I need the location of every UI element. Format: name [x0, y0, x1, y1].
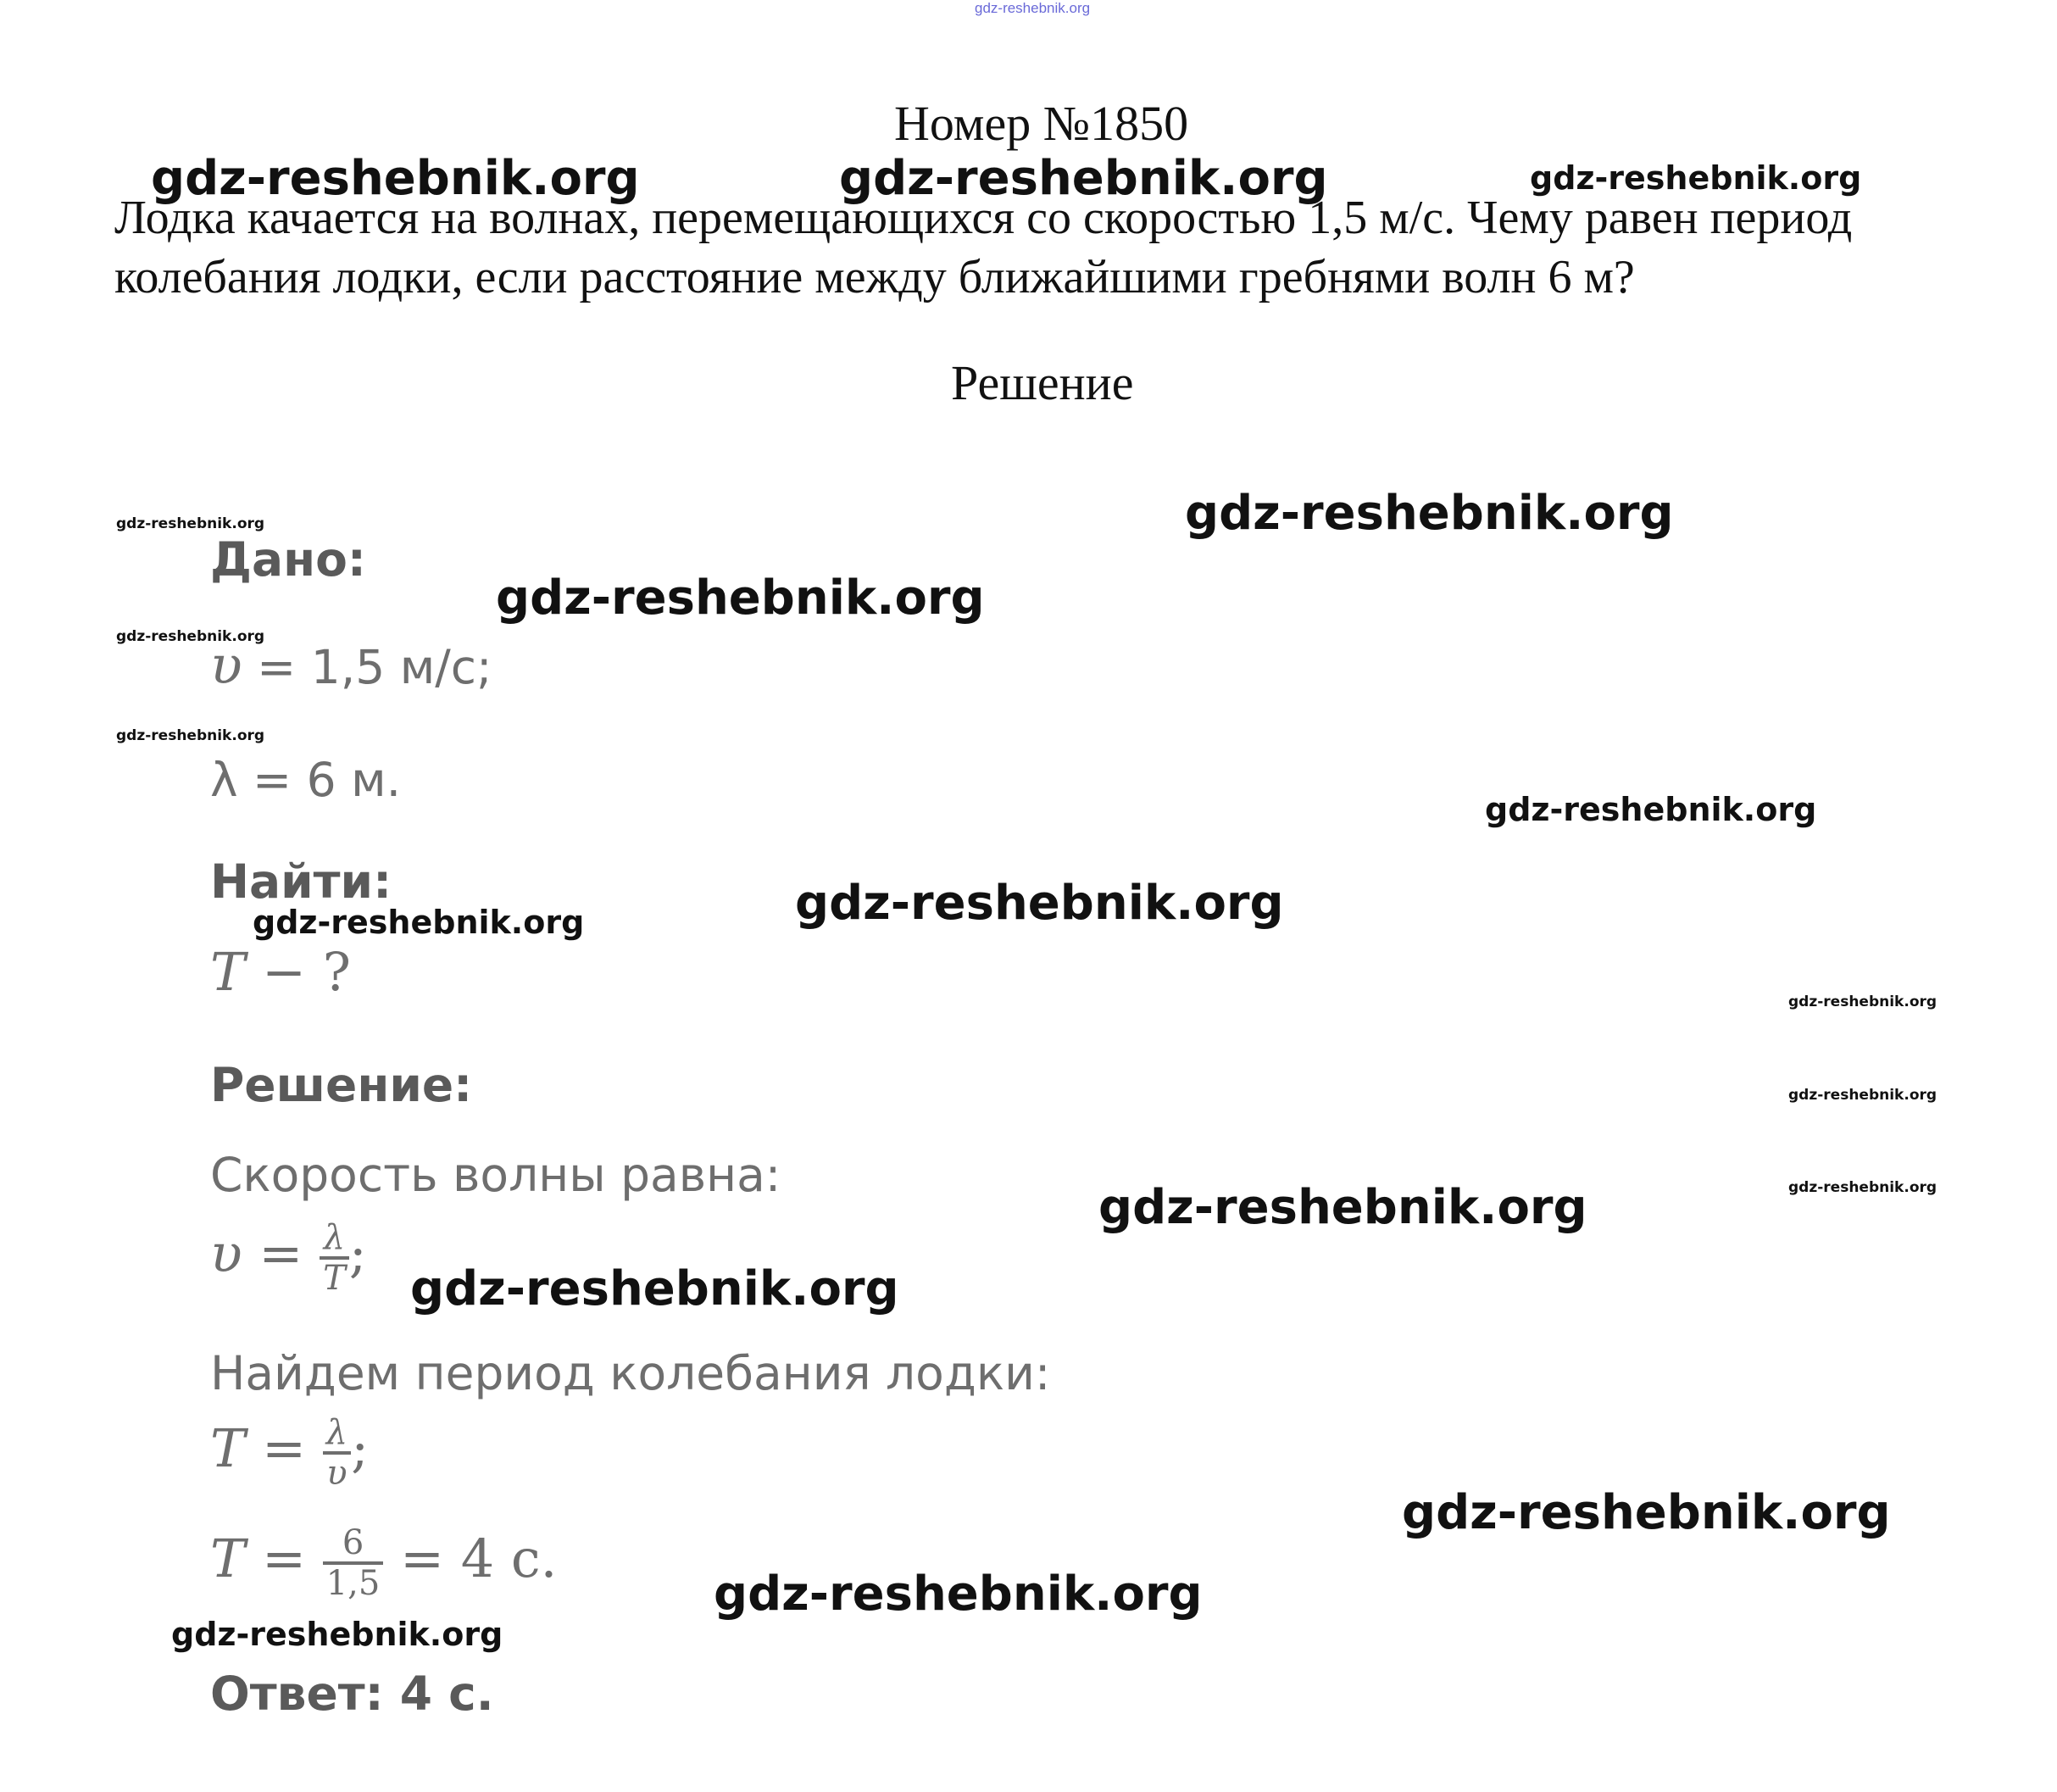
answer: Ответ: 4 с.: [210, 1667, 494, 1721]
watermark: gdz-reshebnik.org: [151, 151, 640, 206]
given-wavelength: λ = 6 м.: [210, 753, 402, 807]
formula-speed-eq: =: [242, 1222, 320, 1285]
formula-speed-denominator: T: [323, 1259, 346, 1298]
watermark: gdz-reshebnik.org: [1185, 486, 1674, 541]
find-period-text: Найдем период колебания лодки:: [210, 1346, 1051, 1400]
formula-speed-fraction: [320, 1219, 349, 1297]
wave-speed-text: Скорость волны равна:: [210, 1148, 781, 1202]
formula-result: [210, 1524, 557, 1602]
watermark: gdz-reshebnik.org: [171, 1616, 503, 1653]
watermark: gdz-reshebnik.org: [839, 151, 1328, 206]
formula-period-fraction: [323, 1414, 351, 1492]
formula-result-numerator: 6: [323, 1524, 384, 1565]
watermark: gdz-reshebnik.org: [410, 1261, 899, 1316]
watermark: gdz-reshebnik.org: [1530, 159, 1862, 197]
watermark: gdz-reshebnik.org: [116, 628, 265, 645]
formula-speed-lhs: υ: [210, 1222, 242, 1285]
watermark: gdz-reshebnik.org: [253, 904, 585, 941]
velocity-symbol: υ: [210, 634, 242, 696]
watermark: gdz-reshebnik.org: [496, 570, 985, 626]
find-period-symbol: T: [210, 941, 246, 1003]
velocity-value: = 1,5 м/с;: [242, 640, 492, 694]
find-period: [210, 941, 351, 1003]
watermark: gdz-reshebnik.org: [1485, 791, 1817, 828]
formula-result-fraction: [323, 1524, 384, 1602]
watermark: gdz-reshebnik.org: [795, 876, 1284, 931]
watermark: gdz-reshebnik.org: [116, 515, 265, 532]
formula-period-eq: =: [245, 1417, 323, 1480]
solution-heading: Решение: [951, 355, 1134, 410]
watermark: gdz-reshebnik.org: [1098, 1180, 1587, 1235]
solution-label: Решение:: [210, 1058, 473, 1112]
watermark: gdz-reshebnik.org: [1788, 1179, 1937, 1196]
formula-result-lhs: T: [210, 1528, 246, 1590]
watermark: gdz-reshebnik.org: [116, 727, 265, 744]
formula-result-denominator: 1,5: [325, 1564, 381, 1603]
formula-speed-numerator: λ: [320, 1219, 349, 1260]
formula-period-numerator: λ: [323, 1414, 351, 1455]
find-label: Найти:: [210, 854, 392, 909]
top-watermark: gdz-reshebnik.org: [975, 0, 1091, 16]
find-period-question: − ?: [245, 941, 351, 1003]
formula-speed-end: ;: [348, 1222, 367, 1285]
watermark: gdz-reshebnik.org: [1402, 1485, 1891, 1540]
formula-period-end: ;: [351, 1417, 369, 1480]
formula-period-denominator: υ: [326, 1454, 347, 1493]
watermark: gdz-reshebnik.org: [714, 1567, 1203, 1622]
formula-speed: [210, 1219, 367, 1297]
given-label: Дано:: [210, 532, 366, 587]
formula-period: [210, 1414, 369, 1492]
watermark: gdz-reshebnik.org: [1788, 1087, 1937, 1104]
formula-result-value: = 4 с.: [383, 1528, 558, 1590]
page-title: Номер №1850: [894, 96, 1189, 151]
watermark: gdz-reshebnik.org: [1788, 993, 1937, 1010]
formula-result-eq: =: [245, 1528, 323, 1590]
problem-statement: Лодка качается на волнах, перемещающихся со скоростью 1,5 м/с. Чему равен период колебания лодки, если расстояние между ближайшими гребнями волн 6 м?: [114, 192, 1853, 303]
formula-period-lhs: T: [210, 1417, 246, 1480]
